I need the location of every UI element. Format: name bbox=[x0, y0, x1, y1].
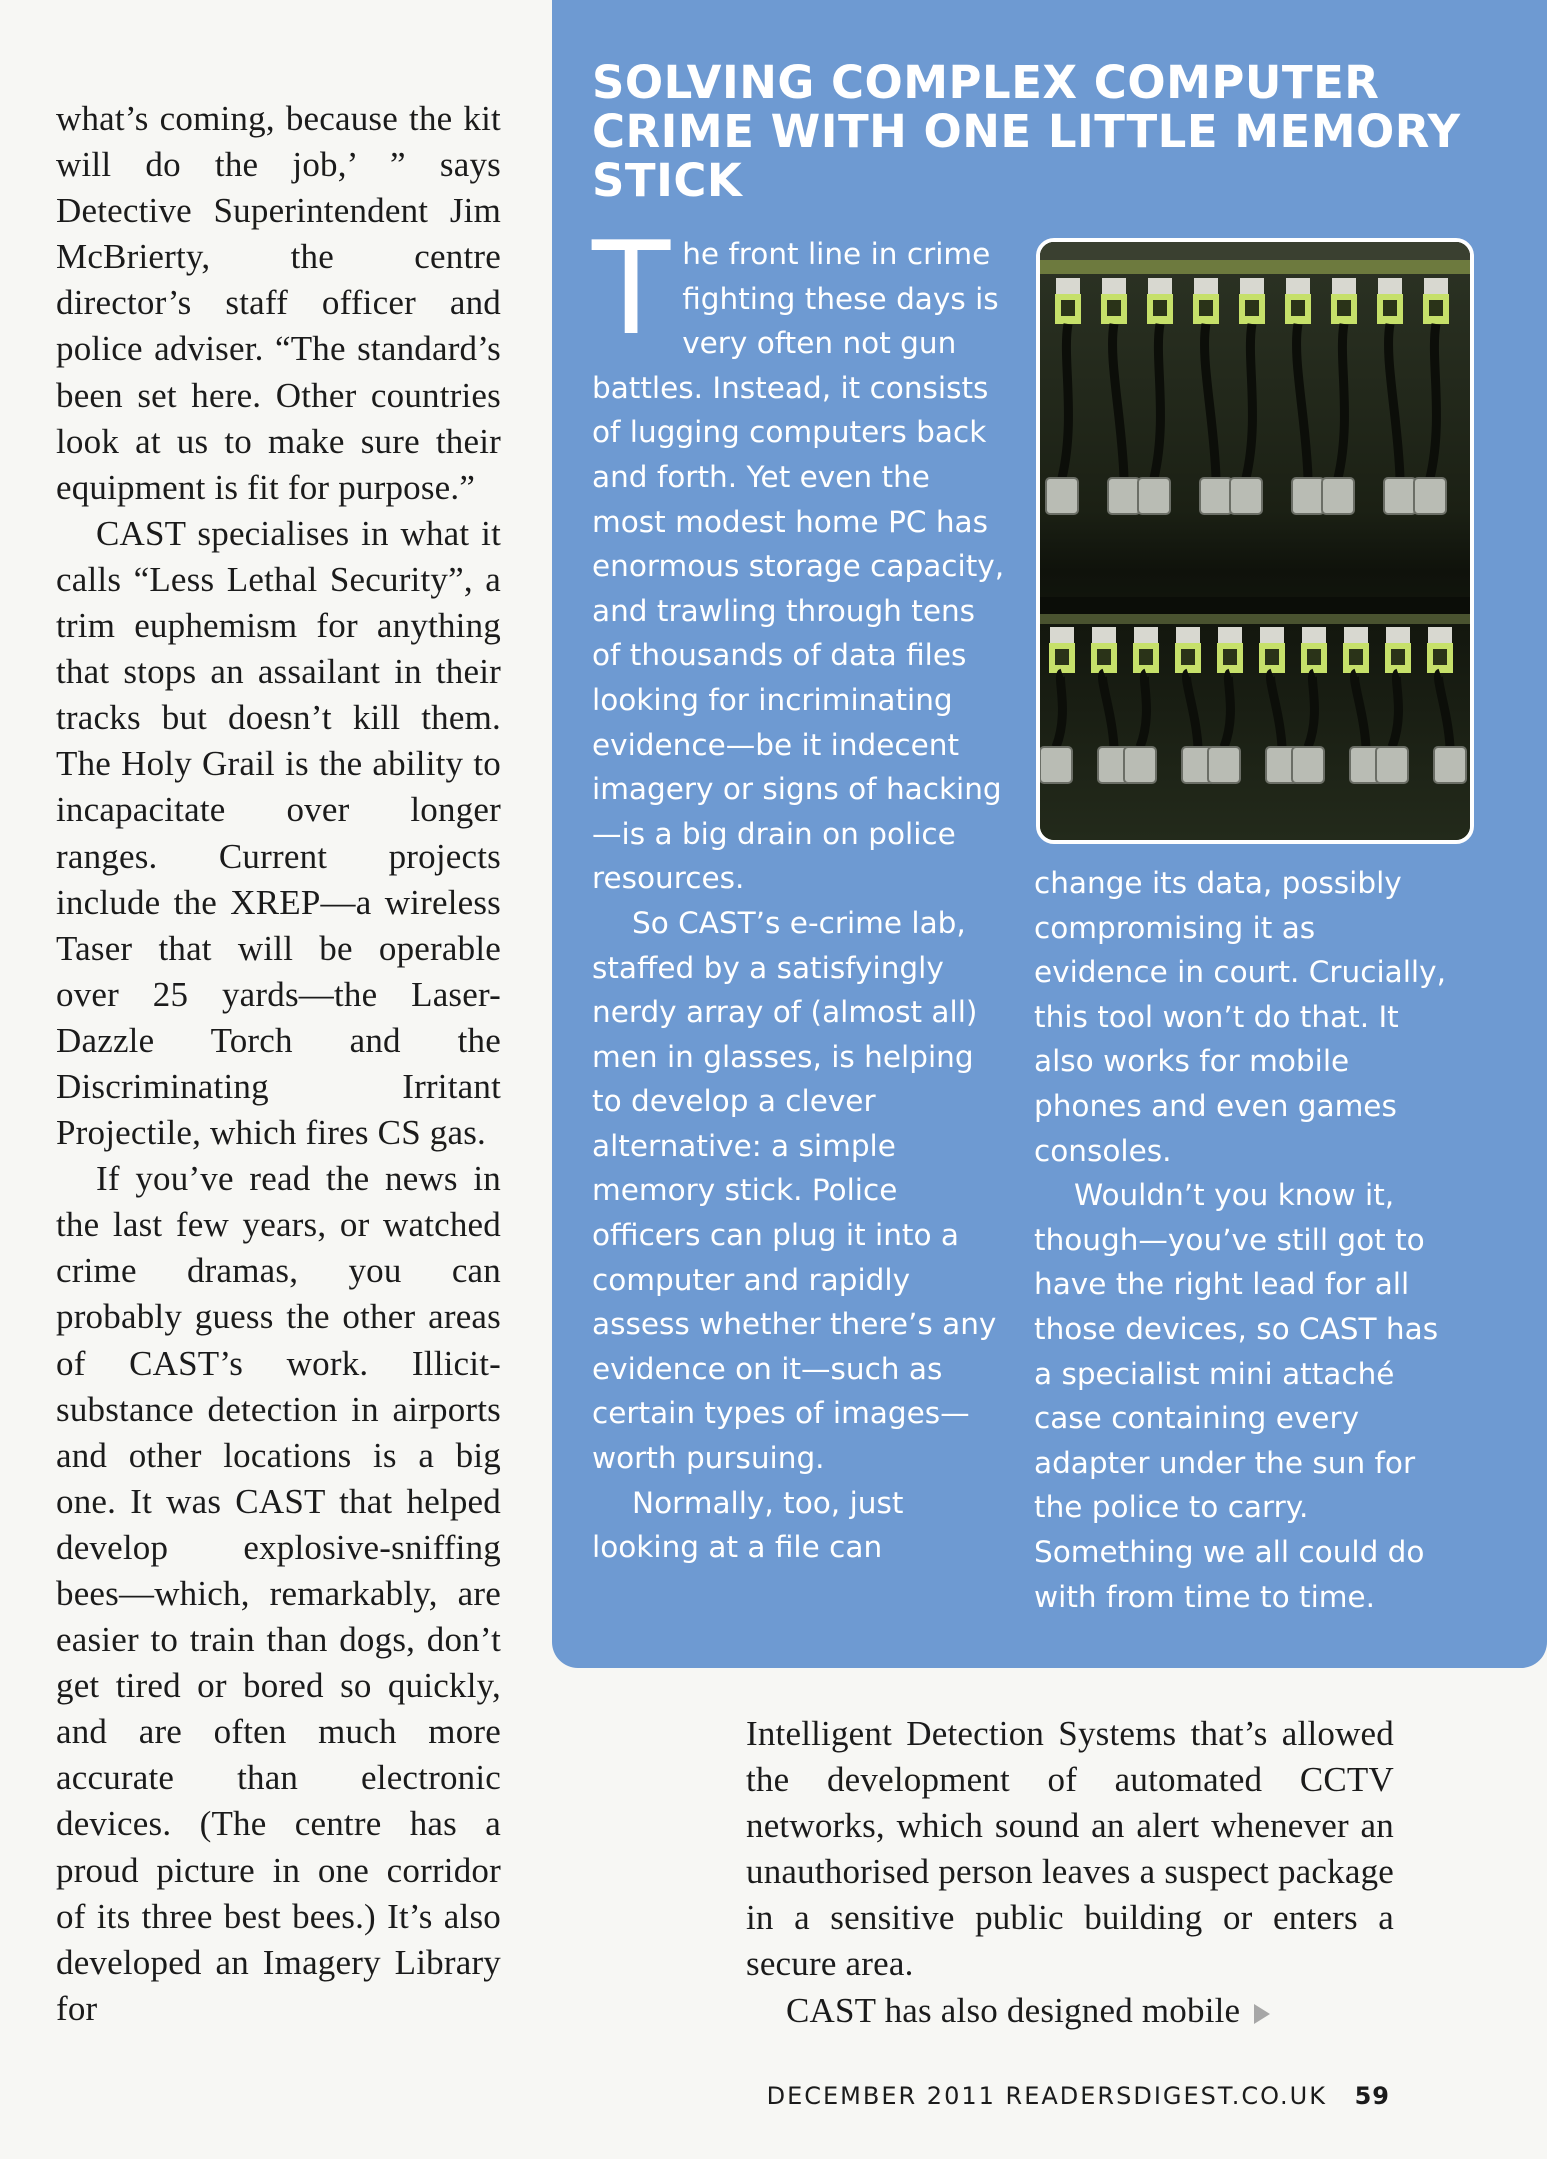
continue-arrow-icon bbox=[1254, 2004, 1270, 2024]
sidebar-column-1 bbox=[592, 215, 1012, 1570]
article-paragraph bbox=[746, 1988, 1394, 2034]
page-footer bbox=[730, 2082, 1390, 2110]
right-article-column bbox=[746, 1711, 1394, 2034]
sidebar-box bbox=[552, 0, 1547, 1668]
article-paragraph: what’s coming, because the kit will do the job,’ ” says Detective Superintendent Jim McBrierty, the centre director’s staff officer and police adviser. “The standard’s been set here. Other countries look at us to make sure their equipment is fit for purpose.” bbox=[56, 99, 501, 507]
adapter-cables-photo-icon bbox=[1040, 242, 1470, 840]
page-number: 59 bbox=[1354, 2082, 1390, 2110]
sidebar-paragraph: So CAST’s e-crime lab, staffed by a satisfyingly nerdy array of (almost all) men in glasses, is helping to develop a clever alternative: a simple memory stick. Police officers can plug it into a computer and rapidly assess whether there’s any evidence on it—such as certain types of images—worth pursuing. bbox=[592, 905, 997, 1476]
sidebar-paragraph: change its data, possibly compromising it as evidence in court. Crucially, this tool won’t do that. It also works for mobile phones and even games consoles. bbox=[1034, 866, 1446, 1168]
article-paragraph: Intelligent Detection Systems that’s allowed the development of automated CCTV networks, which sound an alert whenever an unauthorised person leaves a suspect package in a sensitive public building or enters a secure area. bbox=[746, 1714, 1394, 1984]
sidebar-paragraph: Normally, too, just looking at a file can bbox=[592, 1485, 904, 1565]
sidebar-title: SOLVING COMPLEX COMPUTER CRIME WITH ONE LITTLE MEMORY STICK bbox=[592, 56, 1461, 207]
left-article-column bbox=[56, 96, 501, 2032]
issue-date: DECEMBER 2011 bbox=[766, 2082, 996, 2110]
website: READERSDIGEST.CO.UK bbox=[1005, 2082, 1327, 2110]
article-paragraph-text: CAST has also designed mobile bbox=[786, 1990, 1241, 2030]
drop-cap: T bbox=[592, 215, 671, 364]
article-paragraph: CAST specialises in what it calls “Less Lethal Security”, a trim euphemism for anything that stops an assailant in their tracks but doesn’t kill them. The Holy Grail is the ability to incapacitate over longer ranges. Current projects include the XREP—a wireless Taser that will be operable over 25 yards—the Laser-Dazzle Torch and the Discriminating Irritant Projectile, which fires CS gas. bbox=[56, 513, 501, 1153]
sidebar-paragraph-text: he front line in crime fighting these days is very often not gun battles. Instead, it consists of lugging computers back and forth. Yet even the most modest home PC has enormous storage capacity, and trawling through tens of thousands of data files looking for incriminating evidence—be it indecent imagery or signs of hacking—is a big drain on police resources. bbox=[592, 237, 1005, 896]
memory-stick-adapters-photo bbox=[1036, 238, 1474, 844]
sidebar-paragraph: Wouldn’t you know it, though—you’ve still got to have the right lead for all those devices, so CAST has a specialist mini attaché case containing every adapter under the sun for the police to carry. Something we all could do with from time to time. bbox=[1034, 1178, 1439, 1614]
sidebar-column-2 bbox=[1034, 861, 1454, 1619]
article-paragraph: If you’ve read the news in the last few years, or watched crime dramas, you can probably guess the other areas of CAST’s work. Illicit-substance detection in airports and other locations is a big one. It was CAST that helped develop explosive-sniffing bees—which, remarkably, are easier to train than dogs, don’t get tired or bored so quickly, and are often much more accurate than electronic devices. (The centre has a proud picture in one corridor of its three best bees.) It’s also developed an Imagery Library for bbox=[56, 1159, 501, 2028]
sidebar-paragraph bbox=[592, 215, 1012, 901]
